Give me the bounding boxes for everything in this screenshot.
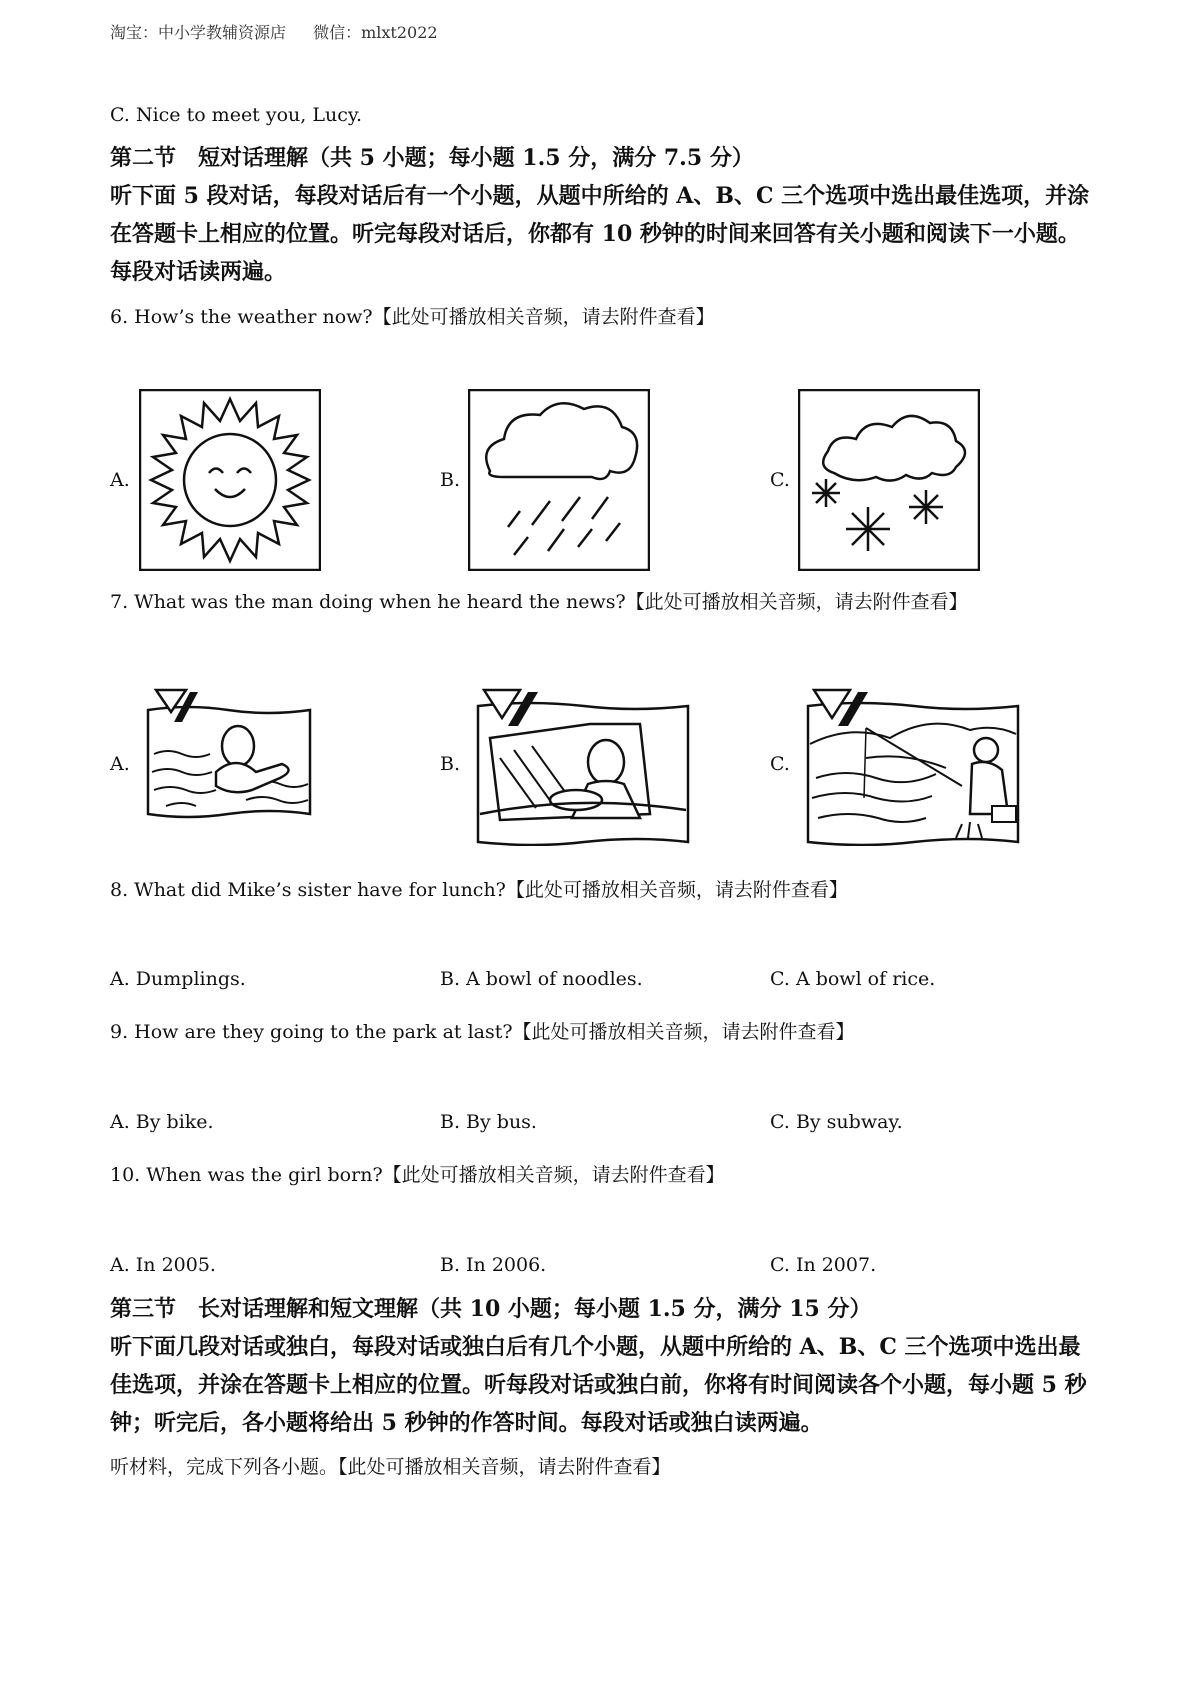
q7-option-c-label[interactable]: C. bbox=[770, 753, 790, 775]
swimming-picture[interactable] bbox=[146, 688, 312, 820]
driving-picture[interactable] bbox=[476, 688, 690, 846]
question-8-stem: 8. What did Mike’s sister have for lunch?【此处可播放相关音频，请去附件查看】 bbox=[110, 879, 848, 901]
shop-label: 淘宝：中小学教辅资源店 bbox=[110, 23, 287, 42]
question-6-stem: 6. How’s the weather now?【此处可播放相关音频，请去附件查看】 bbox=[110, 306, 715, 328]
q8-option-c[interactable]: C. A bowl of rice. bbox=[770, 968, 936, 990]
q6-option-a-label[interactable]: A. bbox=[110, 469, 130, 491]
page-header bbox=[110, 20, 438, 43]
q6-option-b-label[interactable]: B. bbox=[440, 469, 461, 491]
q9-option-c[interactable]: C. By subway. bbox=[770, 1111, 903, 1133]
section3-title: 第三节 长对话理解和短文理解（共 10 小题；每小题 1.5 分，满分 15 分） bbox=[110, 1296, 872, 1322]
q10-option-a[interactable]: A. In 2005. bbox=[110, 1254, 216, 1276]
q9-option-b[interactable]: B. By bus. bbox=[440, 1111, 537, 1133]
question-10-stem: 10. When was the girl born?【此处可播放相关音频，请去附件查看】 bbox=[110, 1164, 725, 1186]
q9-option-a[interactable]: A. By bike. bbox=[110, 1111, 214, 1133]
q5-option-c: C. Nice to meet you, Lucy. bbox=[110, 104, 363, 126]
question-9-stem: 9. How are they going to the park at last?【此处可播放相关音频，请去附件查看】 bbox=[110, 1021, 855, 1043]
section2-instructions: 听下面 5 段对话，每段对话后有一个小题，从题中所给的 A、B、C 三个选项中选出最佳选项，并涂在答题卡上相应的位置。听完每段对话后，你都有 10 秒钟的时间来回答有关小题和阅读下一小题。每段对话读两遍。 bbox=[110, 183, 1090, 285]
q8-option-a[interactable]: A. Dumplings. bbox=[110, 968, 246, 990]
section3-instructions: 听下面几段对话或独白，每段对话或独白后有几个小题，从题中所给的 A、B、C 三个选项中选出最佳选项，并涂在答题卡上相应的位置。听每段对话或独白前，你将有时间阅读各个小题，每小题 5 秒钟；听完后，各小题将给出 5 秒钟的作答时间。每段对话或独白读两遍。 bbox=[110, 1334, 1087, 1436]
q7-option-a-label[interactable]: A. bbox=[110, 753, 130, 775]
q7-option-b-label[interactable]: B. bbox=[440, 753, 461, 775]
fishing-picture[interactable] bbox=[806, 688, 1020, 846]
question-7-stem: 7. What was the man doing when he heard the news?【此处可播放相关音频，请去附件查看】 bbox=[110, 591, 968, 613]
snow-picture[interactable] bbox=[798, 389, 980, 571]
section3-prompt: 听材料，完成下列各小题。【此处可播放相关音频，请去附件查看】 bbox=[110, 1456, 671, 1478]
q10-option-c[interactable]: C. In 2007. bbox=[770, 1254, 877, 1276]
q6-option-c-label[interactable]: C. bbox=[770, 469, 790, 491]
wechat-label: 微信：mlxt2022 bbox=[313, 23, 438, 42]
q8-option-b[interactable]: B. A bowl of noodles. bbox=[440, 968, 643, 990]
rain-picture[interactable] bbox=[468, 389, 650, 571]
q10-option-b[interactable]: B. In 2006. bbox=[440, 1254, 547, 1276]
sun-picture[interactable] bbox=[139, 389, 321, 571]
section2-title: 第二节 短对话理解（共 5 小题；每小题 1.5 分，满分 7.5 分） bbox=[110, 145, 754, 171]
